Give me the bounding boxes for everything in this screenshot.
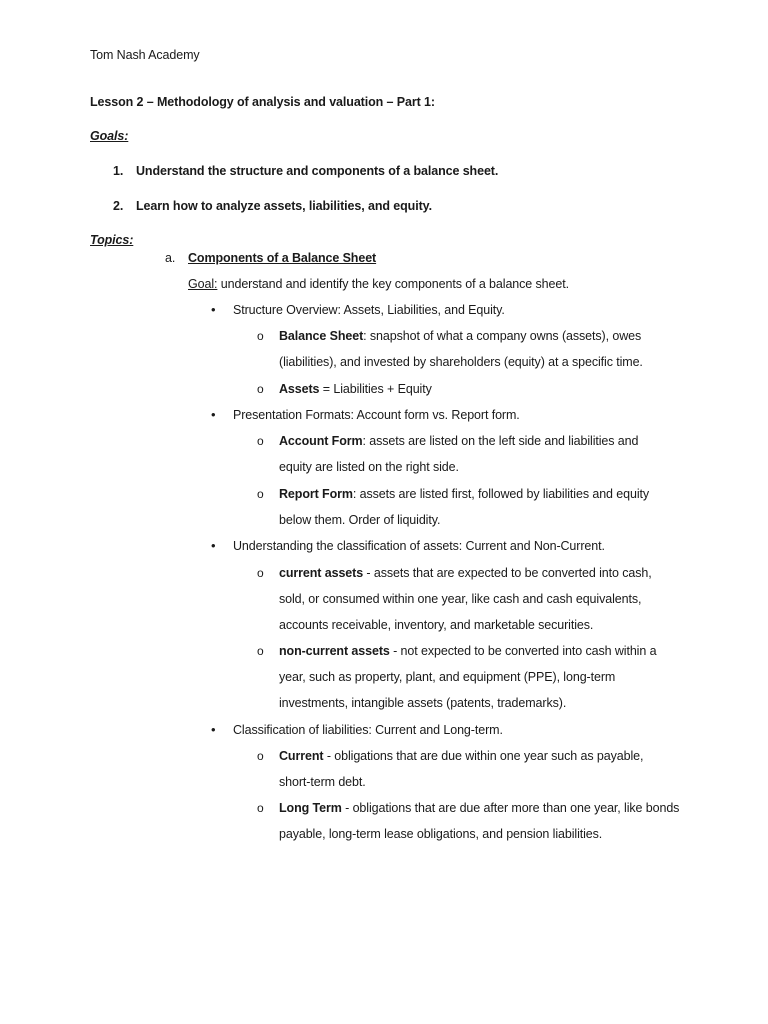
sub-bullet-glyph: o	[257, 329, 264, 343]
bullet-glyph: •	[211, 538, 216, 553]
sub-item	[279, 433, 638, 449]
bullet-item: Structure Overview: Assets, Liabilities, and Equity.	[233, 303, 505, 317]
sub-item-text: - not expected to be converted into cash within a	[389, 644, 657, 658]
bullet-glyph: •	[211, 302, 216, 317]
goal-text: understand and identify the key components of a balance sheet.	[217, 277, 569, 291]
sub-bullet-glyph: o	[257, 566, 264, 580]
sub-item-continuation: year, such as property, plant, and equipment (PPE), long-term	[279, 670, 616, 684]
sub-item	[279, 800, 679, 816]
sub-item-term: Report Form	[279, 487, 353, 501]
sub-item-continuation: short-term debt.	[279, 775, 366, 789]
sub-bullet-glyph: o	[257, 801, 264, 815]
goal-number: 1.	[113, 164, 124, 178]
bullet-item: Classification of liabilities: Current and Long-term.	[233, 723, 503, 737]
goal-item: Learn how to analyze assets, liabilities, and equity.	[136, 199, 432, 213]
lesson-title: Lesson 2 – Methodology of analysis and valuation – Part 1:	[90, 95, 435, 109]
section-title: Components of a Balance Sheet	[188, 251, 377, 265]
goals-heading: Goals:	[90, 129, 129, 143]
sub-item-continuation: (liabilities), and invested by shareholders (equity) at a specific time.	[279, 355, 643, 369]
sub-item-term: Current	[279, 749, 324, 763]
sub-item-continuation: investments, intangible assets (patents, trademarks).	[279, 696, 567, 710]
sub-bullet-glyph: o	[257, 487, 264, 501]
sub-item-text: = Liabilities + Equity	[319, 382, 432, 396]
sub-item	[279, 328, 641, 344]
sub-item-term: Assets	[279, 382, 320, 396]
sub-item	[279, 565, 652, 581]
section-goal	[188, 276, 569, 292]
sub-item-term: non-current assets	[279, 644, 390, 658]
sub-item-continuation: equity are listed on the right side.	[279, 460, 459, 474]
sub-bullet-glyph: o	[257, 434, 264, 448]
goal-number: 2.	[113, 199, 124, 213]
section-letter: a.	[165, 251, 176, 265]
bullet-item: Understanding the classification of assets: Current and Non-Current.	[233, 539, 605, 553]
sub-bullet-glyph: o	[257, 382, 264, 396]
sub-item	[279, 643, 656, 659]
sub-item-text: : assets are listed on the left side and liabilities and	[362, 434, 639, 448]
sub-item-text: - obligations that are due within one year such as payable,	[323, 749, 644, 763]
academy-header: Tom Nash Academy	[90, 48, 200, 62]
sub-item-term: Balance Sheet	[279, 329, 364, 343]
sub-item-text: - assets that are expected to be converted into cash,	[363, 566, 652, 580]
sub-item-term: current assets	[279, 566, 364, 580]
sub-item-continuation: below them. Order of liquidity.	[279, 513, 441, 527]
sub-item-text: : snapshot of what a company owns (assets), owes	[363, 329, 642, 343]
sub-item-continuation: sold, or consumed within one year, like cash and cash equivalents,	[279, 592, 642, 606]
sub-item-continuation: payable, long-term lease obligations, and pension liabilities.	[279, 827, 603, 841]
sub-item-continuation: accounts receivable, inventory, and marketable securities.	[279, 618, 594, 632]
sub-bullet-glyph: o	[257, 644, 264, 658]
topics-heading: Topics:	[90, 233, 134, 247]
sub-item	[279, 486, 649, 502]
bullet-glyph: •	[211, 407, 216, 422]
sub-bullet-glyph: o	[257, 749, 264, 763]
sub-item	[279, 748, 643, 764]
goal-label: Goal:	[188, 277, 218, 291]
sub-item-term: Long Term	[279, 801, 342, 815]
sub-item-text: - obligations that are due after more than one year, like bonds	[341, 801, 680, 815]
sub-item-term: Account Form	[279, 434, 363, 448]
sub-item	[279, 381, 432, 397]
bullet-item: Presentation Formats: Account form vs. Report form.	[233, 408, 520, 422]
sub-item-text: : assets are listed first, followed by liabilities and equity	[352, 487, 650, 501]
bullet-glyph: •	[211, 722, 216, 737]
goal-item: Understand the structure and components of a balance sheet.	[136, 164, 499, 178]
